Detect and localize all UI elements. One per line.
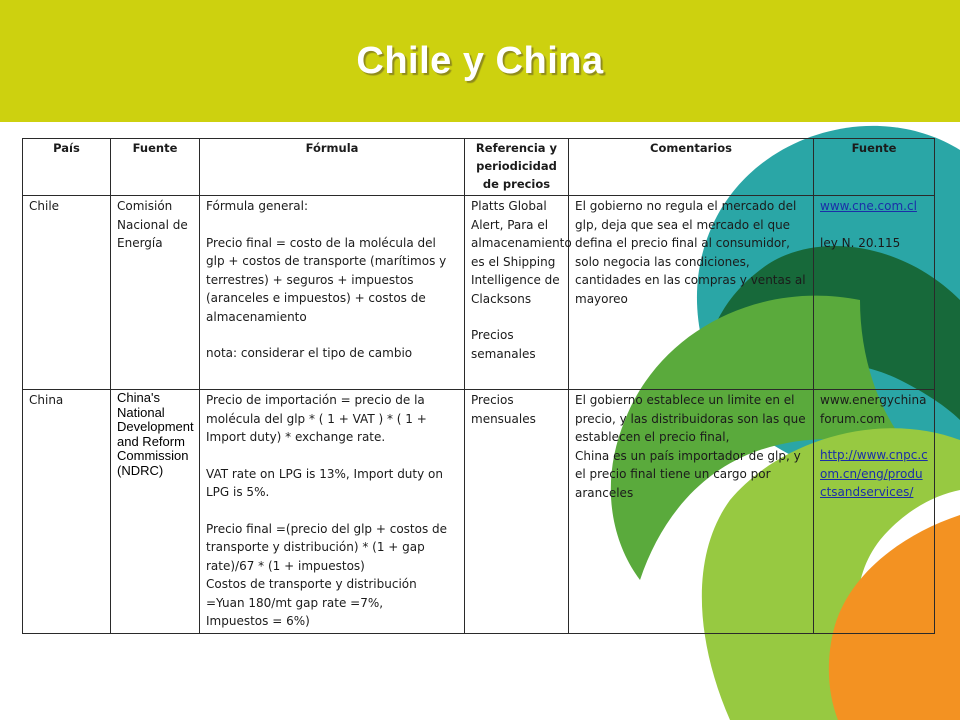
cell-comentarios: El gobierno no regula el mercado del glp, deja que sea el mercado el que defina el precio final al consumidor, solo negocia las condiciones, cantidades en las compras y ventas al mayoreo xyxy=(569,196,814,390)
formula-paragraph: Precio final = costo de la molécula del glp + costos de transporte (marítimos y terrestres) + seguros + impuestos (aranceles e impuestos) + costos de almacenamiento xyxy=(206,235,447,324)
header-referencia: Referencia y periodicidad de precios xyxy=(465,139,569,196)
table-header-row xyxy=(23,139,935,196)
formula-paragraph: VAT rate on LPG is 13%, Import duty on LPG is 5%. xyxy=(206,466,443,499)
source-text: www.energychinaforum.com xyxy=(820,393,927,426)
formula-paragraph: Precio final =(precio del glp + costos de transporte y distribución) * (1 + gap rate)/67 * (1 + impuestos) Costos de transporte y distribución =Yuan 180/mt gap rate =7%, Impuestos = 6%) xyxy=(206,521,448,628)
header-comentarios: Comentarios xyxy=(569,139,814,196)
slide-title: Chile y China xyxy=(356,40,604,82)
cell-fuente: Comisión Nacional de Energía xyxy=(111,196,200,390)
cell-fuente-2 xyxy=(814,390,935,634)
formula-paragraph: nota: considerar el tipo de cambio xyxy=(206,346,413,360)
header-fuente: Fuente xyxy=(111,139,200,196)
source-link[interactable]: http://www.cnpc.com.cn/eng/productsandservices/ xyxy=(820,448,928,499)
cell-pais: Chile xyxy=(23,196,111,390)
header-fuente-2: Fuente xyxy=(814,139,935,196)
cell-pais: China xyxy=(23,390,111,634)
referencia-paragraph: Precios semanales xyxy=(471,328,536,361)
cell-referencia xyxy=(465,390,569,634)
cell-fuente-2 xyxy=(814,196,935,390)
cell-referencia xyxy=(465,196,572,390)
cell-comentarios: El gobierno establece un limite en el precio, y las distribuidoras son las que establecen el precio final, China es un país importador de glp, y el precio final tiene un cargo por aranceles xyxy=(569,390,814,634)
formula-paragraph: Precio de importación = precio de la molécula del glp * ( 1 + VAT ) * ( 1 + Import duty) * exchange rate. xyxy=(206,393,427,444)
table-row xyxy=(23,390,935,634)
comparison-table xyxy=(22,138,935,634)
header-pais: País xyxy=(23,139,111,196)
table-row xyxy=(23,196,935,390)
cell-formula xyxy=(200,390,465,634)
cell-fuente: China's National Development and Reform Commission (NDRC) xyxy=(111,390,200,634)
referencia-paragraph: Precios mensuales xyxy=(471,393,536,426)
header-formula: Fórmula xyxy=(200,139,465,196)
referencia-paragraph: Platts Global Alert, Para el almacenamiento es el Shipping Intelligence de Clacksons xyxy=(471,199,572,306)
source-text: ley N. 20.115 xyxy=(820,235,901,250)
formula-paragraph: Fórmula general: xyxy=(206,199,308,213)
source-link[interactable]: www.cne.com.cl xyxy=(820,199,917,213)
cell-formula xyxy=(200,196,465,390)
